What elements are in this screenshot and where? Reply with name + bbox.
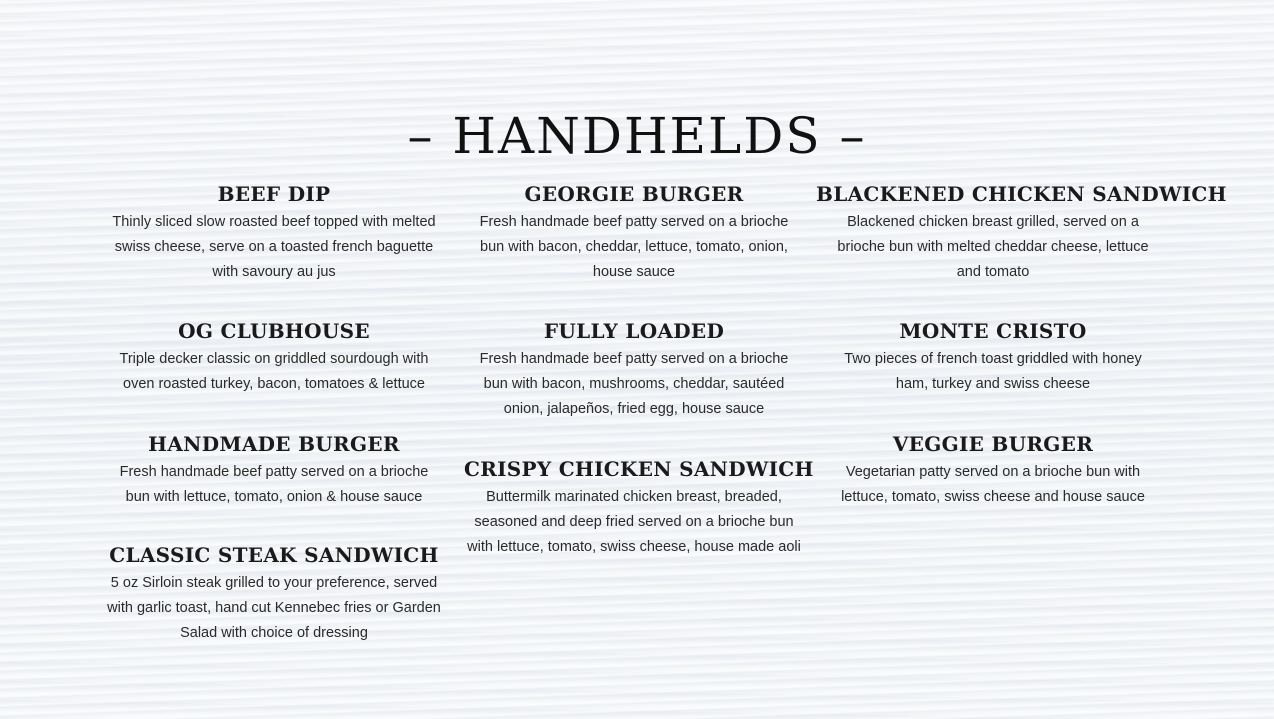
item-name: FULLY LOADED [543,319,725,343]
menu-item-crispy-chicken-sandwich [464,456,814,560]
item-description: Fresh handmade beef patty served on a brioche bun with lettuce, tomato, onion & house sauce [119,464,429,505]
menu-item-blackened-chicken-sandwich [816,181,1227,285]
item-description: Two pieces of french toast griddled with honey ham, turkey and swiss cheese [844,351,1142,392]
menu-item-handmade-burger [104,431,444,510]
menu-item-veggie-burger [816,431,1170,510]
menu-item-classic-steak-sandwich [104,542,444,646]
menu-item-beef-dip [104,181,444,285]
item-description: Vegetarian patty served on a brioche bun with lettuce, tomato, swiss cheese and house sauce [841,464,1145,505]
item-name: BLACKENED CHICKEN SANDWICH [816,182,1227,206]
item-name: BEEF DIP [217,182,331,206]
item-description: 5 oz Sirloin steak grilled to your preference, served with garlic toast, hand cut Kennebec fries or Garden Salad with choice of dressing [107,575,441,641]
item-description: Thinly sliced slow roasted beef topped with melted swiss cheese, serve on a toasted french baguette with savoury au jus [112,214,436,280]
item-name: CLASSIC STEAK SANDWICH [109,543,439,567]
item-name: VEGGIE BURGER [892,432,1094,456]
item-name: HANDMADE BURGER [148,432,400,456]
item-name: MONTE CRISTO [899,319,1087,343]
item-description: Fresh handmade beef patty served on a brioche bun with bacon, mushrooms, cheddar, sautéed onion, jalapeños, fried egg, house sauce [479,351,789,417]
menu-item-georgie-burger [464,181,804,285]
menu-item-fully-loaded [464,318,804,422]
item-description: Buttermilk marinated chicken breast, breaded, seasoned and deep fried served on a brioche bun with lettuce, tomato, swiss cheese, house made aoli [467,489,801,555]
menu-item-monte-cristo [816,318,1170,397]
item-name: CRISPY CHICKEN SANDWICH [464,457,814,481]
page-title: – HANDHELDS – [407,106,867,165]
item-description: Blackened chicken breast grilled, served on a brioche bun with melted cheddar cheese, lettuce and tomato [837,214,1149,280]
item-description: Fresh handmade beef patty served on a brioche bun with bacon, cheddar, lettuce, tomato, onion, house sauce [479,214,789,280]
item-name: GEORGIE BURGER [524,182,744,206]
menu-item-og-clubhouse [104,318,444,397]
item-description: Triple decker classic on griddled sourdough with oven roasted turkey, bacon, tomatoes & lettuce [119,351,429,392]
item-name: OG CLUBHOUSE [178,319,370,343]
